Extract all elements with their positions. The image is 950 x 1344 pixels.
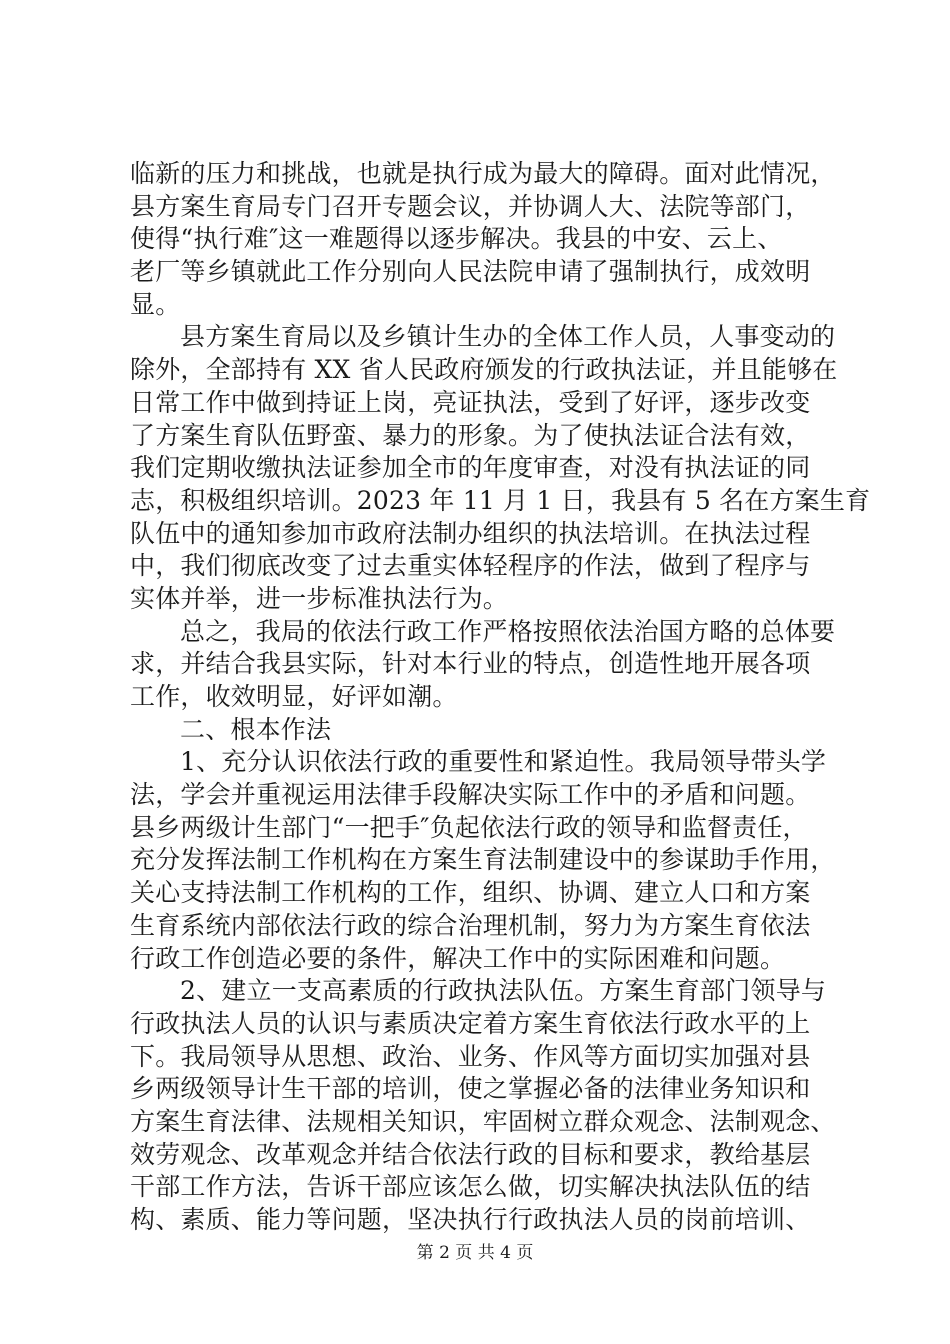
text-line: 行政工作创造必要的条件，解决工作中的实际困难和问题。: [130, 943, 786, 973]
section-heading: 二、根本作法: [180, 714, 332, 744]
text-line: 生育系统内部依法行政的综合治理机制，努力为方案生育依法: [130, 910, 811, 940]
text-line: 方案生育法律、法规相关知识，牢固树立群众观念、法制观念、: [130, 1106, 836, 1136]
paragraph-start-line: 2、建立一支高素质的行政执法队伍。方案生育部门领导与: [180, 976, 827, 1006]
text-line: 使得“执行难″这一难题得以逐步解决。我县的中安、云上、: [130, 224, 783, 254]
text-line: 求，并结合我县实际，针对本行业的特点，创造性地开展各项: [130, 649, 811, 679]
text-line: 老厂等乡镇就此工作分别向人民法院申请了强制执行，成效明: [130, 257, 811, 287]
paragraph-start-line: 县方案生育局以及乡镇计生办的全体工作人员，人事变动的: [180, 322, 836, 352]
text-line: 县方案生育局专门召开专题会议，并协调人大、法院等部门，: [130, 191, 811, 221]
text-line: 日常工作中做到持证上岗，亮证执法，受到了好评，逐步改变: [130, 387, 811, 417]
text-line: 队伍中的通知参加市政府法制办组织的执法培训。在执法过程: [130, 518, 811, 548]
text-line: 下。我局领导从思想、政治、业务、作风等方面切实加强对县: [130, 1041, 811, 1071]
text-line: 临新的压力和挑战，也就是执行成为最大的障碍。面对此情况，: [130, 159, 836, 188]
text-line: 法，学会并重视运用法律手段解决实际工作中的矛盾和问题。: [130, 780, 811, 810]
text-line: 了方案生育队伍野蛮、暴力的形象。为了使执法证合法有效，: [130, 420, 811, 450]
text-line: 中，我们彻底改变了过去重实体轻程序的作法，做到了程序与: [130, 551, 811, 581]
text-line: 除外，全部持有 XX 省人民政府颁发的行政执法证，并且能够在: [130, 355, 838, 385]
text-line: 行政执法人员的认识与素质决定着方案生育依法行政水平的上: [130, 1008, 811, 1038]
text-line: 乡两级领导计生干部的培训，使之掌握必备的法律业务知识和: [130, 1074, 811, 1104]
text-line: 关心支持法制工作机构的工作，组织、协调、建立人口和方案: [130, 878, 811, 908]
text-line: 构、素质、能力等问题，坚决执行行政执法人员的岗前培训、: [130, 1205, 811, 1234]
paragraph-start-line: 总之，我局的依法行政工作严格按照依法治国方略的总体要: [180, 616, 836, 646]
page-number-footer: 第 2 页 共 4 页: [416, 1243, 534, 1263]
text-line: 干部工作方法，告诉干部应该怎么做，切实解决执法队伍的结: [130, 1172, 811, 1202]
text-line: 实体并举，进一步标准执法行为。: [130, 583, 509, 613]
text-line: 充分发挥法制工作机构在方案生育法制建设中的参谋助手作用，: [130, 845, 836, 875]
document-body: [130, 158, 871, 1237]
text-line: 我们定期收缴执法证参加全市的年度审查，对没有执法证的同: [130, 453, 811, 483]
text-line: 志，积极组织培训。2023 年 11 月 1 日，我县有 5 名在方案生育: [130, 485, 871, 515]
text-line: 工作，收效明显，好评如潮。: [130, 682, 458, 711]
text-line: 县乡两级计生部门“一把手″负起依法行政的领导和监督责任，: [130, 812, 808, 842]
text-line: 效劳观念、改革观念并结合依法行政的目标和要求，教给基层: [130, 1139, 811, 1169]
text-line: 显。: [130, 289, 181, 319]
paragraph-start-line: 1、充分认识依法行政的重要性和紧迫性。我局领导带头学: [180, 747, 827, 777]
